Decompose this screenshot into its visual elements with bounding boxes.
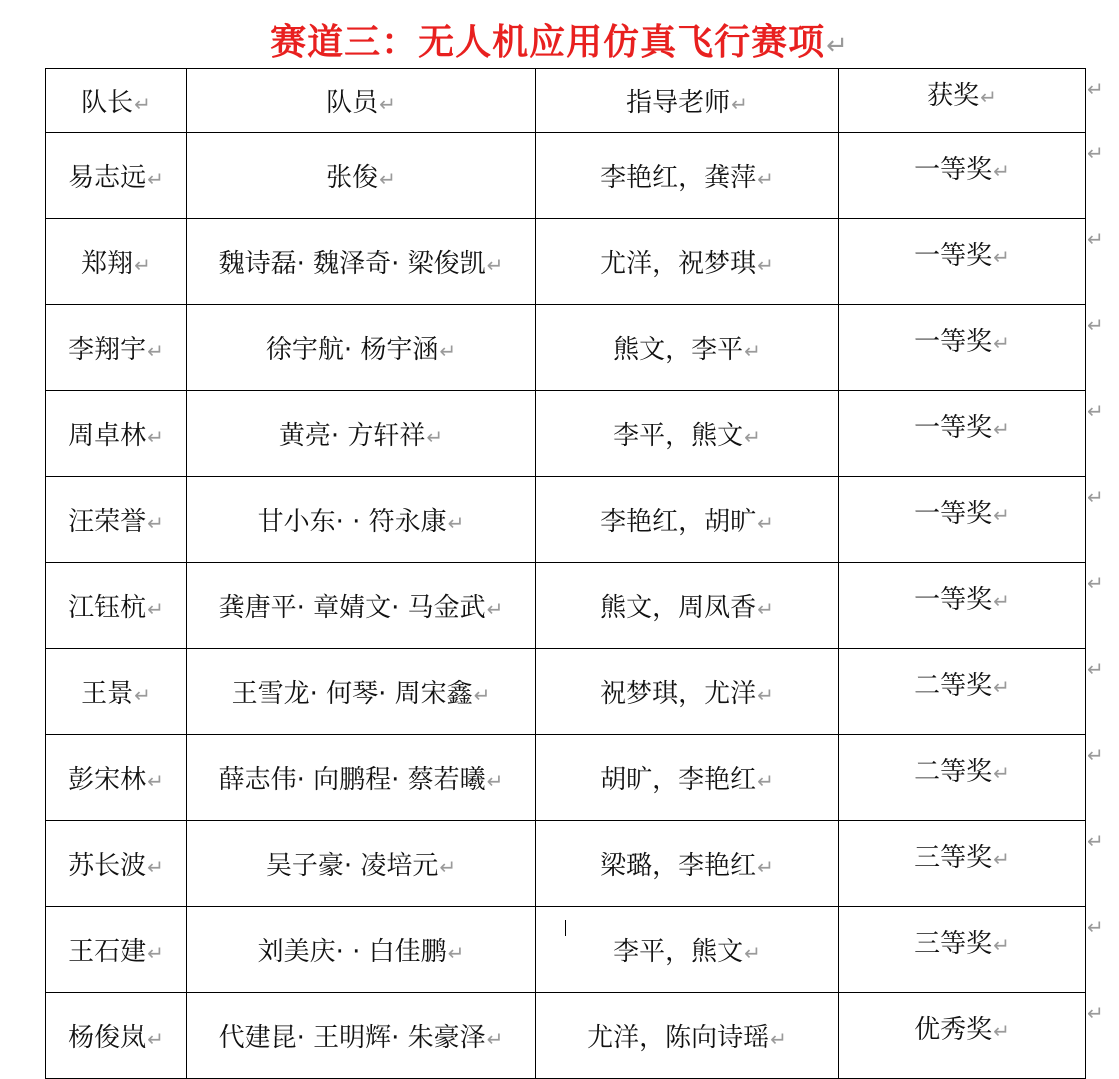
row-end-mark: ↵ [1087,656,1104,681]
row-end-mark: ↵ [1087,1000,1104,1025]
cell-members: 刘美庆· · 白佳鹏↵ [187,907,536,993]
cell-award: 一等奖↵ [839,477,1086,563]
cell-captain: 周卓林↵ [46,391,187,477]
header-award: 获奖↵ [839,69,1086,133]
cell-advisors: 李平，熊文↵ [536,391,839,477]
cell-award: 一等奖↵ [839,563,1086,649]
cell-award: 三等奖↵ [839,821,1086,907]
row-end-mark: ↵ [1087,312,1104,337]
cell-captain: 李翔宇↵ [46,305,187,391]
table-row [46,649,1086,735]
table-row [46,821,1086,907]
cell-members: 张俊↵ [187,133,536,219]
cell-captain: 江钰杭↵ [46,563,187,649]
table-row [46,477,1086,563]
row-end-mark: ↵ [1087,76,1104,101]
table-row [46,993,1086,1079]
row-end-mark: ↵ [1087,484,1104,509]
cell-members: 代建昆· 王明辉· 朱豪泽↵ [187,993,536,1079]
cell-captain: 汪荣誉↵ [46,477,187,563]
cell-advisors: 李艳红，龚萍↵ [536,133,839,219]
cell-award: 优秀奖↵ [839,993,1086,1079]
cell-advisors: 梁璐，李艳红↵ [536,821,839,907]
table-row [46,735,1086,821]
table-row [46,563,1086,649]
cell-award: 三等奖↵ [839,907,1086,993]
cell-members: 甘小东· · 符永康↵ [187,477,536,563]
cell-advisors: 熊文，周凤香↵ [536,563,839,649]
cell-captain: 易志远↵ [46,133,187,219]
cell-members: 黄亮· 方轩祥↵ [187,391,536,477]
title-text: 赛道三：无人机应用仿真飞行赛项 [270,22,826,63]
row-end-mark: ↵ [1087,828,1104,853]
table-row [46,391,1086,477]
cell-captain: 王景↵ [46,649,187,735]
cell-captain: 郑翔↵ [46,219,187,305]
cell-advisors: 熊文，李平↵ [536,305,839,391]
cell-members: 王雪龙· 何琴· 周宋鑫↵ [187,649,536,735]
table-row [46,305,1086,391]
cell-award: 一等奖↵ [839,391,1086,477]
text-cursor [565,920,566,936]
table-row [46,219,1086,305]
table-header-row [46,69,1086,133]
row-end-mark: ↵ [1087,398,1104,423]
row-end-mark: ↵ [1087,742,1104,767]
cell-award: 一等奖↵ [839,305,1086,391]
cell-captain: 杨俊岚↵ [46,993,187,1079]
row-end-mark: ↵ [1087,140,1104,165]
cell-advisors: 李平，熊文↵ [536,907,839,993]
cell-captain: 王石建↵ [46,907,187,993]
cell-award: 二等奖↵ [839,735,1086,821]
header-captain: 队长↵ [46,69,187,133]
cell-members: 薛志伟· 向鹏程· 蔡若曦↵ [187,735,536,821]
header-advisors: 指导老师↵ [536,69,839,133]
cell-advisors: 胡旷，李艳红↵ [536,735,839,821]
cell-advisors: 尤洋，陈向诗瑶↵ [536,993,839,1079]
cell-award: 一等奖↵ [839,133,1086,219]
cell-advisors: 尤洋，祝梦琪↵ [536,219,839,305]
row-end-mark: ↵ [1087,570,1104,595]
cell-members: 龚唐平· 章婧文· 马金武↵ [187,563,536,649]
cell-advisors: 李艳红，胡旷↵ [536,477,839,563]
table-row [46,133,1086,219]
header-members: 队员↵ [187,69,536,133]
cell-captain: 彭宋林↵ [46,735,187,821]
row-end-mark: ↵ [1087,226,1104,251]
cell-award: 一等奖↵ [839,219,1086,305]
cell-members: 吴子豪· 凌培元↵ [187,821,536,907]
cell-award: 二等奖↵ [839,649,1086,735]
page-title [0,14,1119,65]
cell-members: 魏诗磊· 魏泽奇· 梁俊凯↵ [187,219,536,305]
cell-members: 徐宇航· 杨宇涵↵ [187,305,536,391]
paragraph-mark: ↵ [826,31,849,61]
row-end-mark: ↵ [1087,914,1104,939]
cell-advisors: 祝梦琪，尤洋↵ [536,649,839,735]
cell-captain: 苏长波↵ [46,821,187,907]
